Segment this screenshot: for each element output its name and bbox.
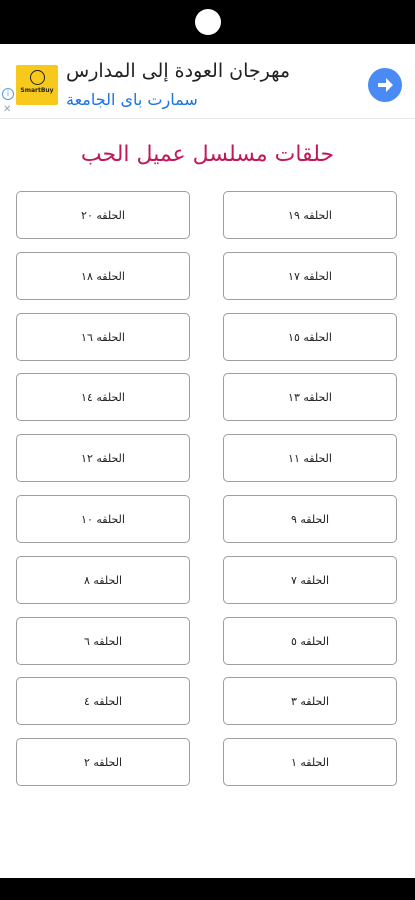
episode-button[interactable]: الحلقه ٥ bbox=[223, 617, 397, 665]
episode-button[interactable]: الحلقه ٤ bbox=[16, 677, 190, 725]
episode-button[interactable]: الحلقه ١٣ bbox=[223, 373, 397, 421]
ad-banner[interactable] bbox=[0, 52, 415, 118]
camera-notch bbox=[195, 9, 221, 35]
info-icon[interactable]: i bbox=[2, 88, 14, 100]
bottom-bezel bbox=[0, 878, 415, 900]
episode-button[interactable]: الحلقه ١٠ bbox=[16, 495, 190, 543]
episode-button[interactable]: الحلقه ١ bbox=[223, 738, 397, 786]
episode-button[interactable]: الحلقه ١٢ bbox=[16, 434, 190, 482]
episode-button[interactable]: الحلقه ١٥ bbox=[223, 313, 397, 361]
bulb-icon bbox=[30, 70, 45, 85]
episode-button[interactable]: الحلقه ١٦ bbox=[16, 313, 190, 361]
episode-button[interactable]: الحلقه ١٨ bbox=[16, 252, 190, 300]
episode-button[interactable]: الحلقه ٨ bbox=[16, 556, 190, 604]
episode-button[interactable]: الحلقه ١٤ bbox=[16, 373, 190, 421]
episode-button[interactable]: الحلقه ٢٠ bbox=[16, 191, 190, 239]
episode-button[interactable]: الحلقه ٦ bbox=[16, 617, 190, 665]
close-icon[interactable]: ✕ bbox=[3, 104, 12, 115]
episode-button[interactable]: الحلقه ١٧ bbox=[223, 252, 397, 300]
divider bbox=[0, 118, 415, 119]
episode-button[interactable]: الحلقه ٣ bbox=[223, 677, 397, 725]
ad-logo-brand: SmartBuy bbox=[20, 87, 54, 94]
episode-button[interactable]: الحلقه ٧ bbox=[223, 556, 397, 604]
status-bar bbox=[0, 0, 415, 44]
ad-logo bbox=[16, 65, 58, 105]
arrow-right-icon[interactable] bbox=[368, 68, 402, 102]
ad-title[interactable]: مهرجان العودة إلى المدارس bbox=[66, 60, 291, 82]
episode-button[interactable]: الحلقه ١١ bbox=[223, 434, 397, 482]
page-title: حلقات مسلسل عميل الحب bbox=[80, 142, 335, 167]
episode-button[interactable]: الحلقه ٢ bbox=[16, 738, 190, 786]
ad-subtitle[interactable]: سمارت باى الجامعة bbox=[66, 90, 198, 109]
episode-button[interactable]: الحلقه ٩ bbox=[223, 495, 397, 543]
episode-button[interactable]: الحلقه ١٩ bbox=[223, 191, 397, 239]
